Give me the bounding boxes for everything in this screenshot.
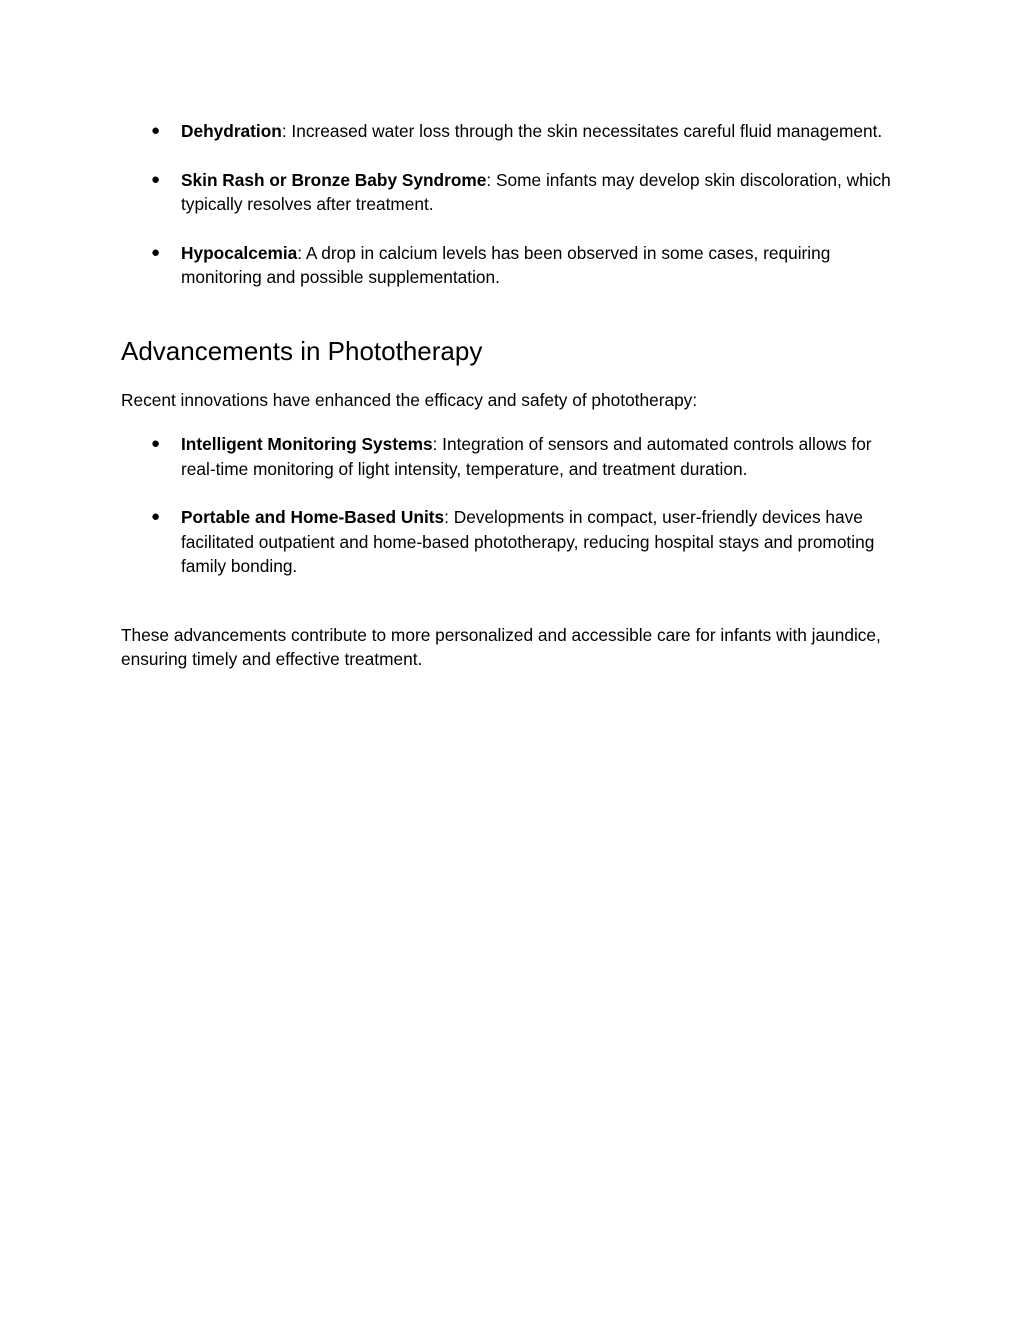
bullet-icon: ● (151, 435, 161, 452)
list-item-term: Skin Rash or Bronze Baby Syndrome (181, 169, 487, 190)
list-item-term: Dehydration (181, 121, 282, 141)
list-item-description: : Integration of sensors and automated controls allows for real-time monitoring of light intensity, temperature, and treatment duration. (181, 434, 872, 479)
list-item (121, 432, 896, 481)
list-item-term: Portable and Home-Based Units (181, 507, 445, 527)
list-item (121, 241, 896, 290)
list-item-description: : Some infants may develop skin discoloration, which typically resolves after treatment. (181, 169, 891, 214)
list-item-description: : A drop in calcium levels has been observed in some cases, requiring monitoring and possible supplementation. (181, 242, 831, 287)
list-item (121, 505, 896, 579)
document-page (121, 119, 896, 672)
complications-list (121, 119, 896, 290)
section-intro: Recent innovations have enhanced the efficacy and safety of phototherapy: (121, 389, 698, 410)
list-item (121, 119, 896, 144)
bullet-icon: ● (151, 243, 161, 261)
advancements-list (121, 432, 896, 579)
bullet-icon: ● (151, 508, 161, 525)
bullet-icon: ● (151, 122, 161, 139)
conclusion-paragraph: These advancements contribute to more personalized and accessible care for infants with jaundice, ensuring timely and effective treatment. (121, 624, 881, 669)
bullet-icon: ● (151, 170, 161, 188)
list-item-description: : Developments in compact, user-friendly devices have facilitated outpatient and home-based phototherapy, reducing hospital stays and promoting family bonding. (181, 507, 875, 576)
list-item (121, 168, 896, 217)
list-item-term: Intelligent Monitoring Systems (181, 434, 433, 454)
list-item-description: : Increased water loss through the skin necessitates careful fluid management. (281, 121, 883, 141)
list-item-term: Hypocalcemia (181, 242, 298, 263)
section-heading: Advancements in Phototherapy (121, 335, 483, 366)
